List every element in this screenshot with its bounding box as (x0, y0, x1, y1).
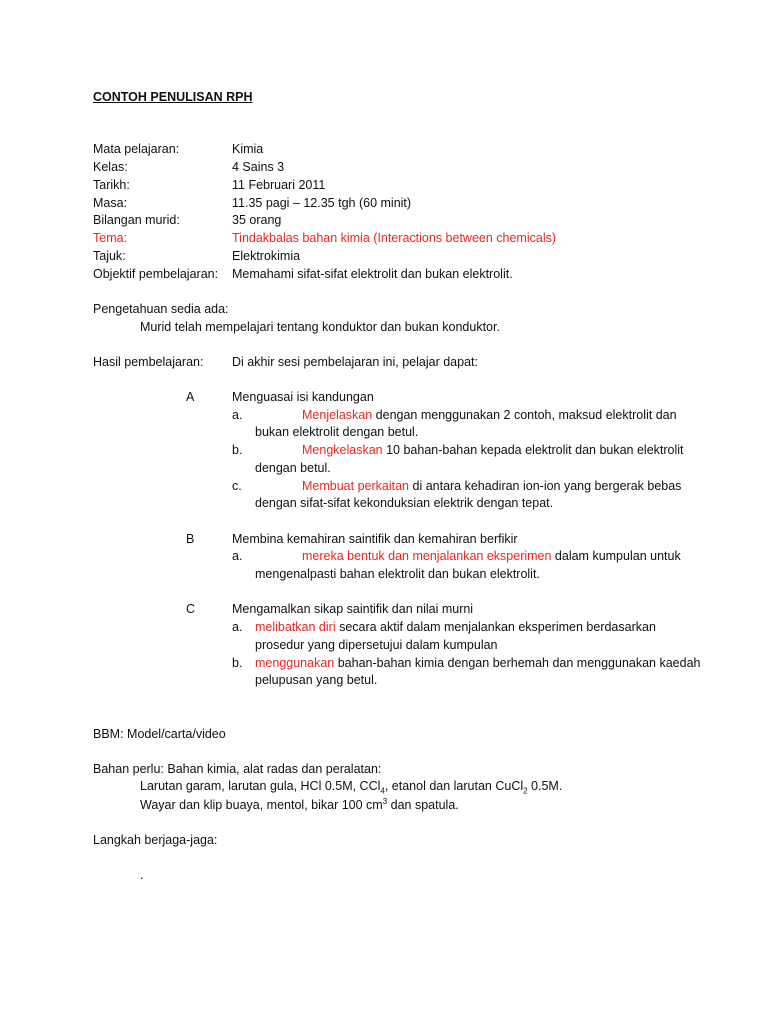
prior-knowledge-heading: Pengetahuan sedia ada: (93, 302, 229, 316)
red-keyword: mereka bentuk dan menjalankan eksperimen (302, 549, 552, 563)
materials-heading: Bahan perlu: Bahan kimia, alat radas dan peralatan: (93, 762, 382, 776)
section-b-item-a-text (302, 548, 681, 564)
materials-text: Wayar dan klip buaya, mentol, bikar 100 cm (140, 798, 383, 812)
section-a-heading: Menguasai isi kandungan (232, 390, 374, 404)
info-label-time: Masa: (93, 196, 128, 210)
info-label-objective: Objektif pembelajaran: (93, 267, 219, 281)
info-value-theme: Tindakbalas bahan kimia (Interactions between chemicals) (232, 231, 557, 245)
section-c-heading: Mengamalkan sikap saintifik dan nilai murni (232, 602, 474, 616)
item-text: dengan menggunakan 2 contoh, maksud elektrolit dan (372, 408, 677, 422)
document-title: CONTOH PENULISAN RPH (93, 90, 253, 104)
subscript: 2 (523, 786, 528, 796)
section-a-item-b-text (302, 442, 684, 458)
bbm-line: BBM: Model/carta/video (93, 727, 226, 741)
item-text: secara aktif dalam menjalankan eksperimen berdasarkan (335, 620, 656, 634)
materials-text: dan spatula. (387, 798, 459, 812)
section-a-item-a-text (302, 407, 677, 423)
red-keyword: melibatkan diri (255, 620, 336, 634)
info-label-class: Kelas: (93, 160, 128, 174)
info-value-students: 35 orang (232, 213, 282, 227)
info-value-time: 11.35 pagi – 12.35 tgh (60 minit) (232, 196, 412, 210)
info-label-date: Tarikh: (93, 178, 130, 192)
section-a-item-c-continuation: dengan sifat-sifat kekonduksian elektrik dengan tepat. (255, 496, 554, 510)
section-a-item-b-continuation: dengan betul. (255, 461, 331, 475)
outcomes-label: Hasil pembelajaran: (93, 355, 204, 369)
section-c-letter: C (186, 602, 196, 616)
item-text: di antara kehadiran ion-ion yang bergerak bebas (409, 479, 682, 493)
section-c-item-b-text (255, 655, 701, 671)
item-text: 10 bahan-bahan kepada elektrolit dan bukan elektrolit (382, 443, 684, 457)
info-value-class: 4 Sains 3 (232, 160, 285, 174)
section-c-item-a-text (255, 619, 656, 635)
section-a-item-a-continuation: bukan elektrolit dengan betul. (255, 425, 419, 439)
info-label-theme: Tema: (93, 231, 128, 245)
section-b-heading: Membina kemahiran saintifik dan kemahiran berfikir (232, 532, 518, 546)
red-keyword: Mengkelaskan (302, 443, 383, 457)
section-b-item-a-continuation: mengenalpasti bahan elektrolit dan bukan elektrolit. (255, 567, 540, 581)
info-label-topic: Tajuk: (93, 249, 126, 263)
prior-knowledge-text: Murid telah mempelajari tentang konduktor dan bukan konduktor. (140, 320, 500, 334)
section-a-item-b-marker: b. (232, 443, 243, 457)
section-a-letter: A (186, 390, 195, 404)
materials-line-1 (140, 778, 562, 794)
materials-text: Larutan garam, larutan gula, HCl 0.5M, CCl (140, 779, 381, 793)
red-keyword: Menjelaskan (302, 408, 373, 422)
section-b-letter: B (186, 532, 195, 546)
subscript: 4 (380, 786, 385, 796)
section-c-item-b-continuation: pelupusan yang betul. (255, 673, 378, 687)
info-value-topic: Elektrokimia (232, 249, 301, 263)
info-value-subject: Kimia (232, 142, 264, 156)
section-a-item-c-text (302, 478, 681, 494)
safety-heading: Langkah berjaga-jaga: (93, 833, 218, 847)
red-keyword: menggunakan (255, 656, 335, 670)
outcomes-intro: Di akhir sesi pembelajaran ini, pelajar dapat: (232, 355, 478, 369)
materials-line-2 (140, 797, 459, 813)
superscript: 3 (382, 796, 388, 806)
item-text: dalam kumpulan untuk (551, 549, 681, 563)
materials-text: , etanol dan larutan CuCl (384, 779, 524, 793)
section-a-item-c-marker: c. (232, 479, 242, 493)
red-keyword: Membuat perkaitan (302, 479, 410, 493)
section-b-item-a-marker: a. (232, 549, 243, 563)
info-label-students: Bilangan murid: (93, 213, 180, 227)
item-text: bahan-bahan kimia dengan berhemah dan menggunakan kaedah (334, 656, 701, 670)
info-value-objective: Memahami sifat-sifat elektrolit dan bukan elektrolit. (232, 267, 513, 281)
safety-bullet: . (140, 868, 144, 882)
section-c-item-a-marker: a. (232, 620, 243, 634)
section-c-item-a-continuation: prosedur yang dipersetujui dalam kumpulan (255, 638, 498, 652)
section-a-item-a-marker: a. (232, 408, 243, 422)
info-label-subject: Mata pelajaran: (93, 142, 180, 156)
info-value-date: 11 Februari 2011 (232, 178, 326, 192)
section-c-item-b-marker: b. (232, 656, 243, 670)
materials-text: 0.5M. (527, 779, 563, 793)
